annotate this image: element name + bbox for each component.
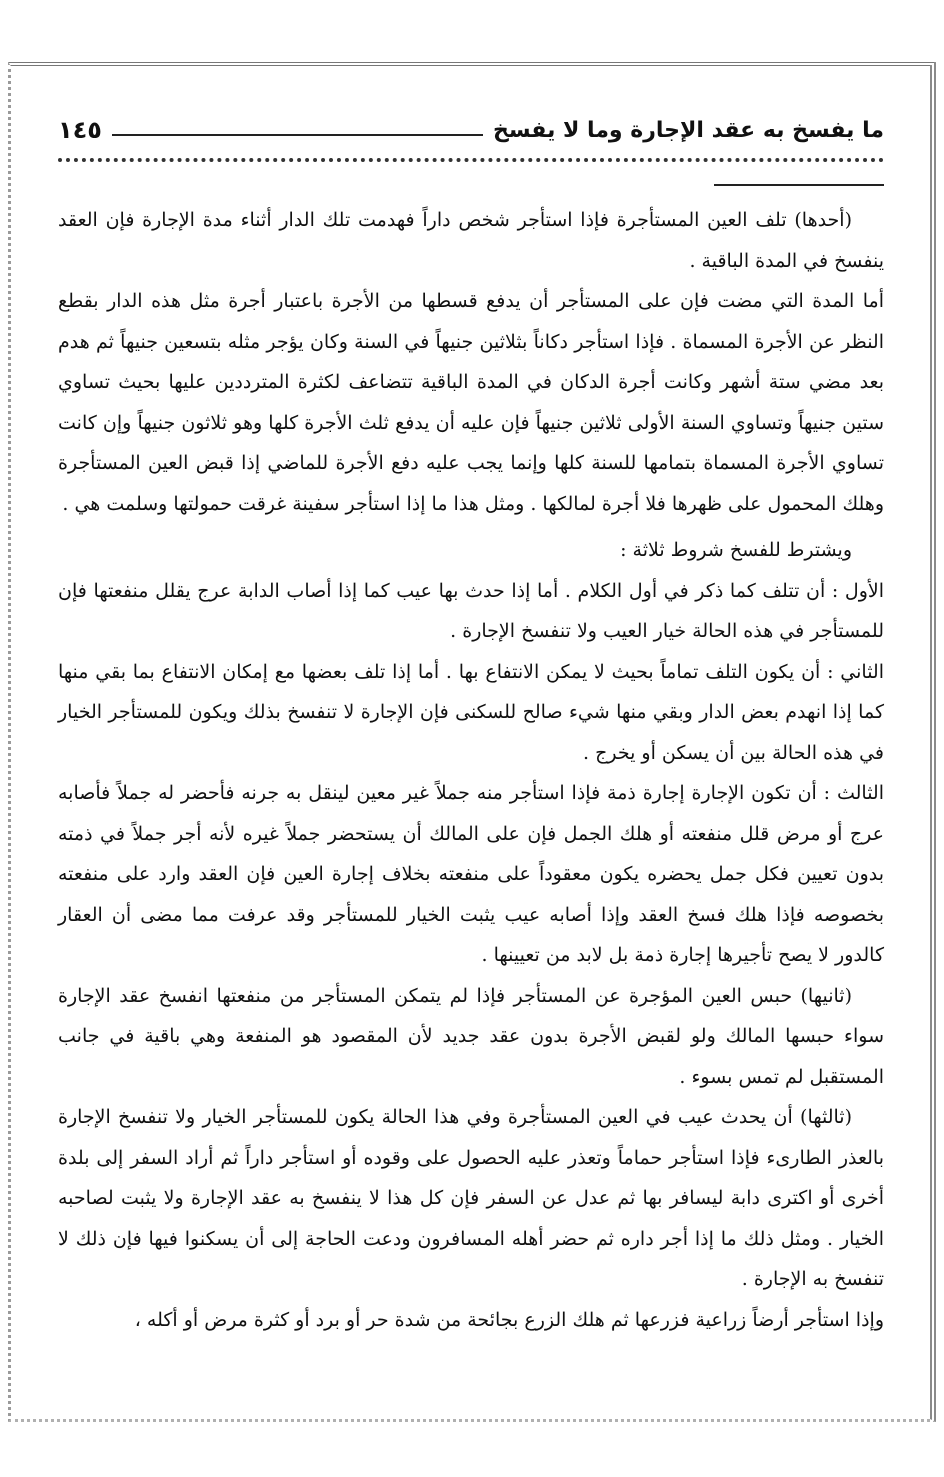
- paragraph: (ثالثها) أن يحدث عيب في العين المستأجرة وفي هذا الحالة يكون للمستأجر الخيار ولا تنفسخ الإجارة بالعذر الطارىء فإذا استأجر حماماً وتعذر عليه الحصول على وقوده أو استأجر داراً ثم أراد السفر إلى بلدة أخرى أو اكترى دابة ليسافر بها ثم عدل عن السفر فإن كل هذا لا ينفسخ به عقد الإجارة ولا يثبت لصاحبه الخيار . ومثل ذلك ما إذا أجر داره ثم حضر أهله المسافرون ودعت الحاجة إلى أن يسكنوا فيها فإن ذلك لا تنفسخ به الإجارة .: [58, 1106, 884, 1290]
- paragraph: ويشترط للفسخ شروط ثلاثة :: [620, 539, 852, 561]
- running-title: ما يفسخ به عقد الإجارة وما لا يفسخ: [493, 117, 884, 143]
- paragraph: أما المدة التي مضت فإن على المستأجر أن يدفع قسطها من الأجرة باعتبار أجرة مثل هذه الدار بقطع النظر عن الأجرة المسماة . فإذا استأجر دكاناً بثلاثين جنيهاً في السنة وكان يؤجر مثله بتسعين جنيهاً ثم هدم بعد مضي ستة أشهر وكانت أجرة الدكان في المدة الباقية تتضاعف لكثرة المترددين عليها بحيث تساوي ستين جنيهاً وتساوي السنة الأولى ثلاثين جنيهاً فإن عليه أن يدفع ثلث الأجرة كلها وهو ثلاثون جنيهاً وإن كانت تساوي الأجرة المسماة بتمامها للسنة كلها وإنما يجب عليه دفع الأجرة للماضي إذا قبض العين المستأجرة وهلك المحمول على ظهرها فلا أجرة لمالكها . ومثل هذا ما إذا استأجر سفينة غرقت حمولتها وسلمت هي .: [58, 290, 884, 515]
- section-rule: [714, 184, 884, 186]
- page-number: ١٤٥: [58, 116, 102, 144]
- page-body: [58, 200, 884, 1340]
- book-page: [58, 110, 884, 1340]
- running-header: [58, 110, 884, 150]
- header-rule: [112, 134, 483, 136]
- paragraph: وإذا استأجر أرضاً زراعية فزرعها ثم هلك الزرع بجائحة من شدة حر أو برد أو كثرة مرض أو أكله ،: [134, 1308, 884, 1331]
- paragraph: الثالث : أن تكون الإجارة إجارة ذمة فإذا استأجر منه جملاً غير معين لينقل به جرنه فأحضر له جملاً فأصابه عرج أو مرض قلل منفعته أو هلك الجمل فإن على المالك أن يستحضر جملاً غيره لأنه أجر جملاً في ذمته بدون تعيين فكل جمل يحضره يكون معقوداً على منفعته بخلاف إجارة العين فإن العقد وارد على منفعته بخصوصه فإذا هلك فسخ العقد وإذا أصابه عيب يثبت الخيار للمستأجر وقد عرفت مما مضى أن العقار كالدور لا يصح تأجيرها إجارة ذمة بل لابد من تعيينها .: [58, 782, 884, 966]
- paragraph: (ثانيها) حبس العين المؤجرة عن المستأجر فإذا لم يتمكن المستأجر من منفعتها انفسخ عقد الإجارة سواء حبسها المالك ولو لقبض الأجرة بدون عقد جديد لأن المقصود هو المنفعة وهي باقية في جانب المستقبل لم تمس بسوء .: [58, 984, 884, 1088]
- paragraph: الأول : أن تتلف كما ذكر في أول الكلام . أما إذا حدث بها عيب كما إذا أصاب الدابة عرج يقلل منفعتها فإن للمستأجر في هذه الحالة خيار العيب ولا تنفسخ الإجارة .: [58, 579, 884, 642]
- paragraph: الثاني : أن يكون التلف تماماً بحيث لا يمكن الانتفاع بها . أما إذا تلف بعضها مع إمكان الانتفاع بما بقي منها كما إذا انهدم بعض الدار وبقي منها شيء صالح للسكنى فإن الإجارة لا تنفسخ بذلك ويكون للمستأجر الخيار في هذه الحالة بين أن يسكن أو يخرج .: [58, 660, 884, 764]
- paragraph: (أحدها) تلف العين المستأجرة فإذا استأجر شخص داراً فهدمت تلك الدار أثناء مدة الإجارة فإن العقد ينفسخ في المدة الباقية .: [58, 209, 884, 272]
- header-dotted-rule: [58, 158, 884, 162]
